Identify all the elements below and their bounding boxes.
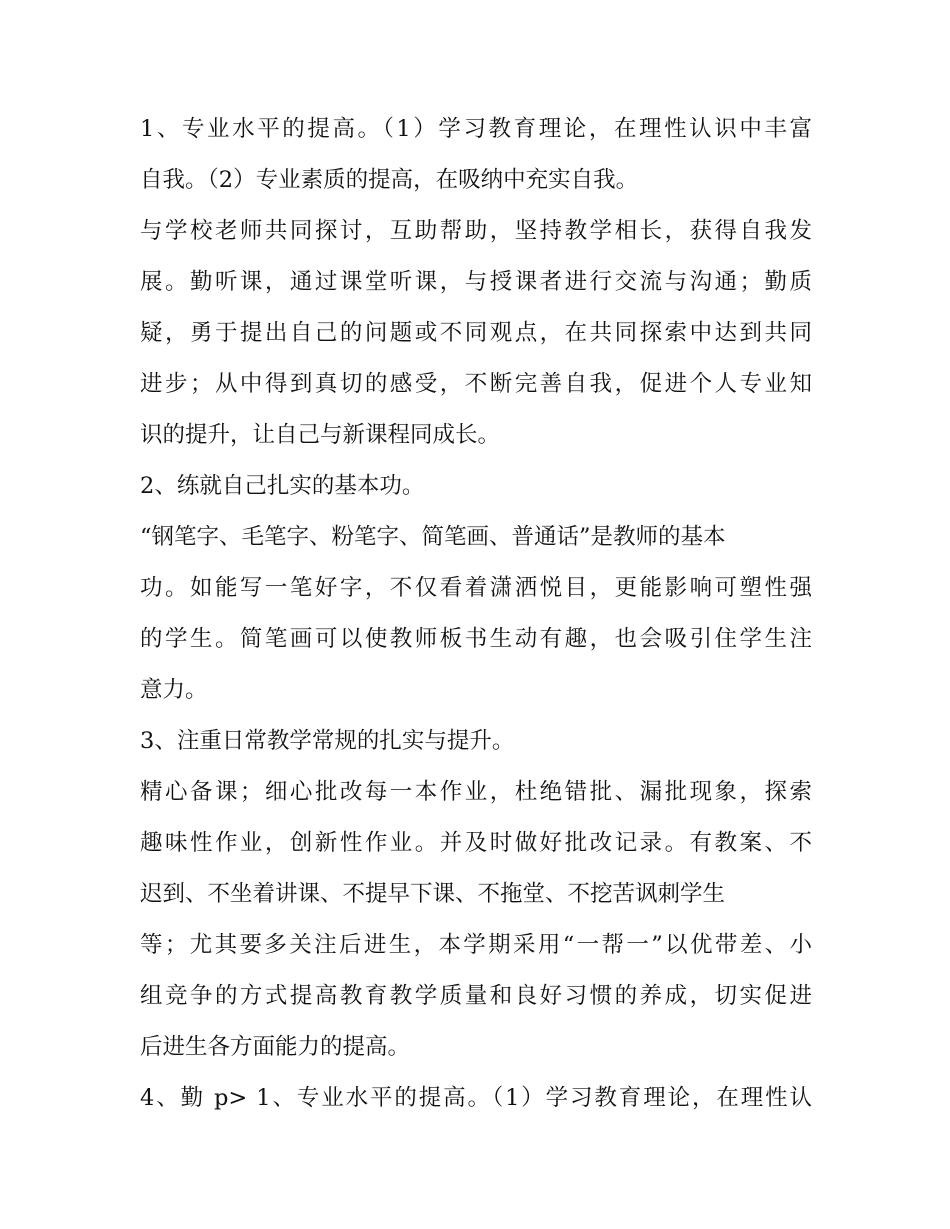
text-line: 迟到、不坐着讲课、不提早下课、不拖堂、不挖苦讽刺学生 [140, 881, 726, 907]
section-heading: 2、练就自己扎实的基本功。 [140, 473, 425, 499]
text-line: 等；尤其要多关注后进生，本学期采用“一帮一”以优带差、小 [140, 932, 812, 958]
text-line: 功。如能写一笔好字，不仅看着潇洒悦目，更能影响可塑性强 [140, 575, 812, 601]
text-line: 自我。（2）专业素质的提高，在吸纳中充实自我。 [140, 167, 639, 193]
text-line: 趣味性作业，创新性作业。并及时做好批改记录。有教案、不 [140, 830, 812, 856]
document-body [140, 104, 812, 1124]
section-heading: 3、注重日常教学常规的扎实与提升。 [140, 728, 515, 754]
text-line: 与学校老师共同探讨，互助帮助，坚持教学相长，获得自我发 [140, 218, 812, 244]
text-line: 意力。 [140, 677, 208, 703]
section-heading: 4、勤 p> 1、专业水平的提高。（1）学习教育理论，在理性认 [140, 1085, 812, 1111]
text-line: 展。勤听课，通过课堂听课，与授课者进行交流与沟通；勤质 [140, 269, 812, 295]
text-line: 识的提升，让自己与新课程同成长。 [140, 422, 501, 448]
text-line: 疑，勇于提出自己的问题或不同观点，在共同探索中达到共同 [140, 320, 812, 346]
text-line: 精心备课；细心批改每一本作业，杜绝错批、漏批现象，探索 [140, 779, 812, 805]
text-line: 后进生各方面能力的提高。 [140, 1034, 411, 1060]
text-line: “钢笔字、毛笔字、粉笔字、简笔画、普通话”是教师的基本 [140, 524, 726, 550]
text-line: 的学生。简笔画可以使教师板书生动有趣，也会吸引住学生注 [140, 626, 812, 652]
text-line: 组竞争的方式提高教育教学质量和良好习惯的养成，切实促进 [140, 983, 812, 1009]
text-line: 1、专业水平的提高。（1）学习教育理论，在理性认识中丰富 [140, 116, 812, 142]
text-line: 进步；从中得到真切的感受，不断完善自我，促进个人专业知 [140, 371, 812, 397]
